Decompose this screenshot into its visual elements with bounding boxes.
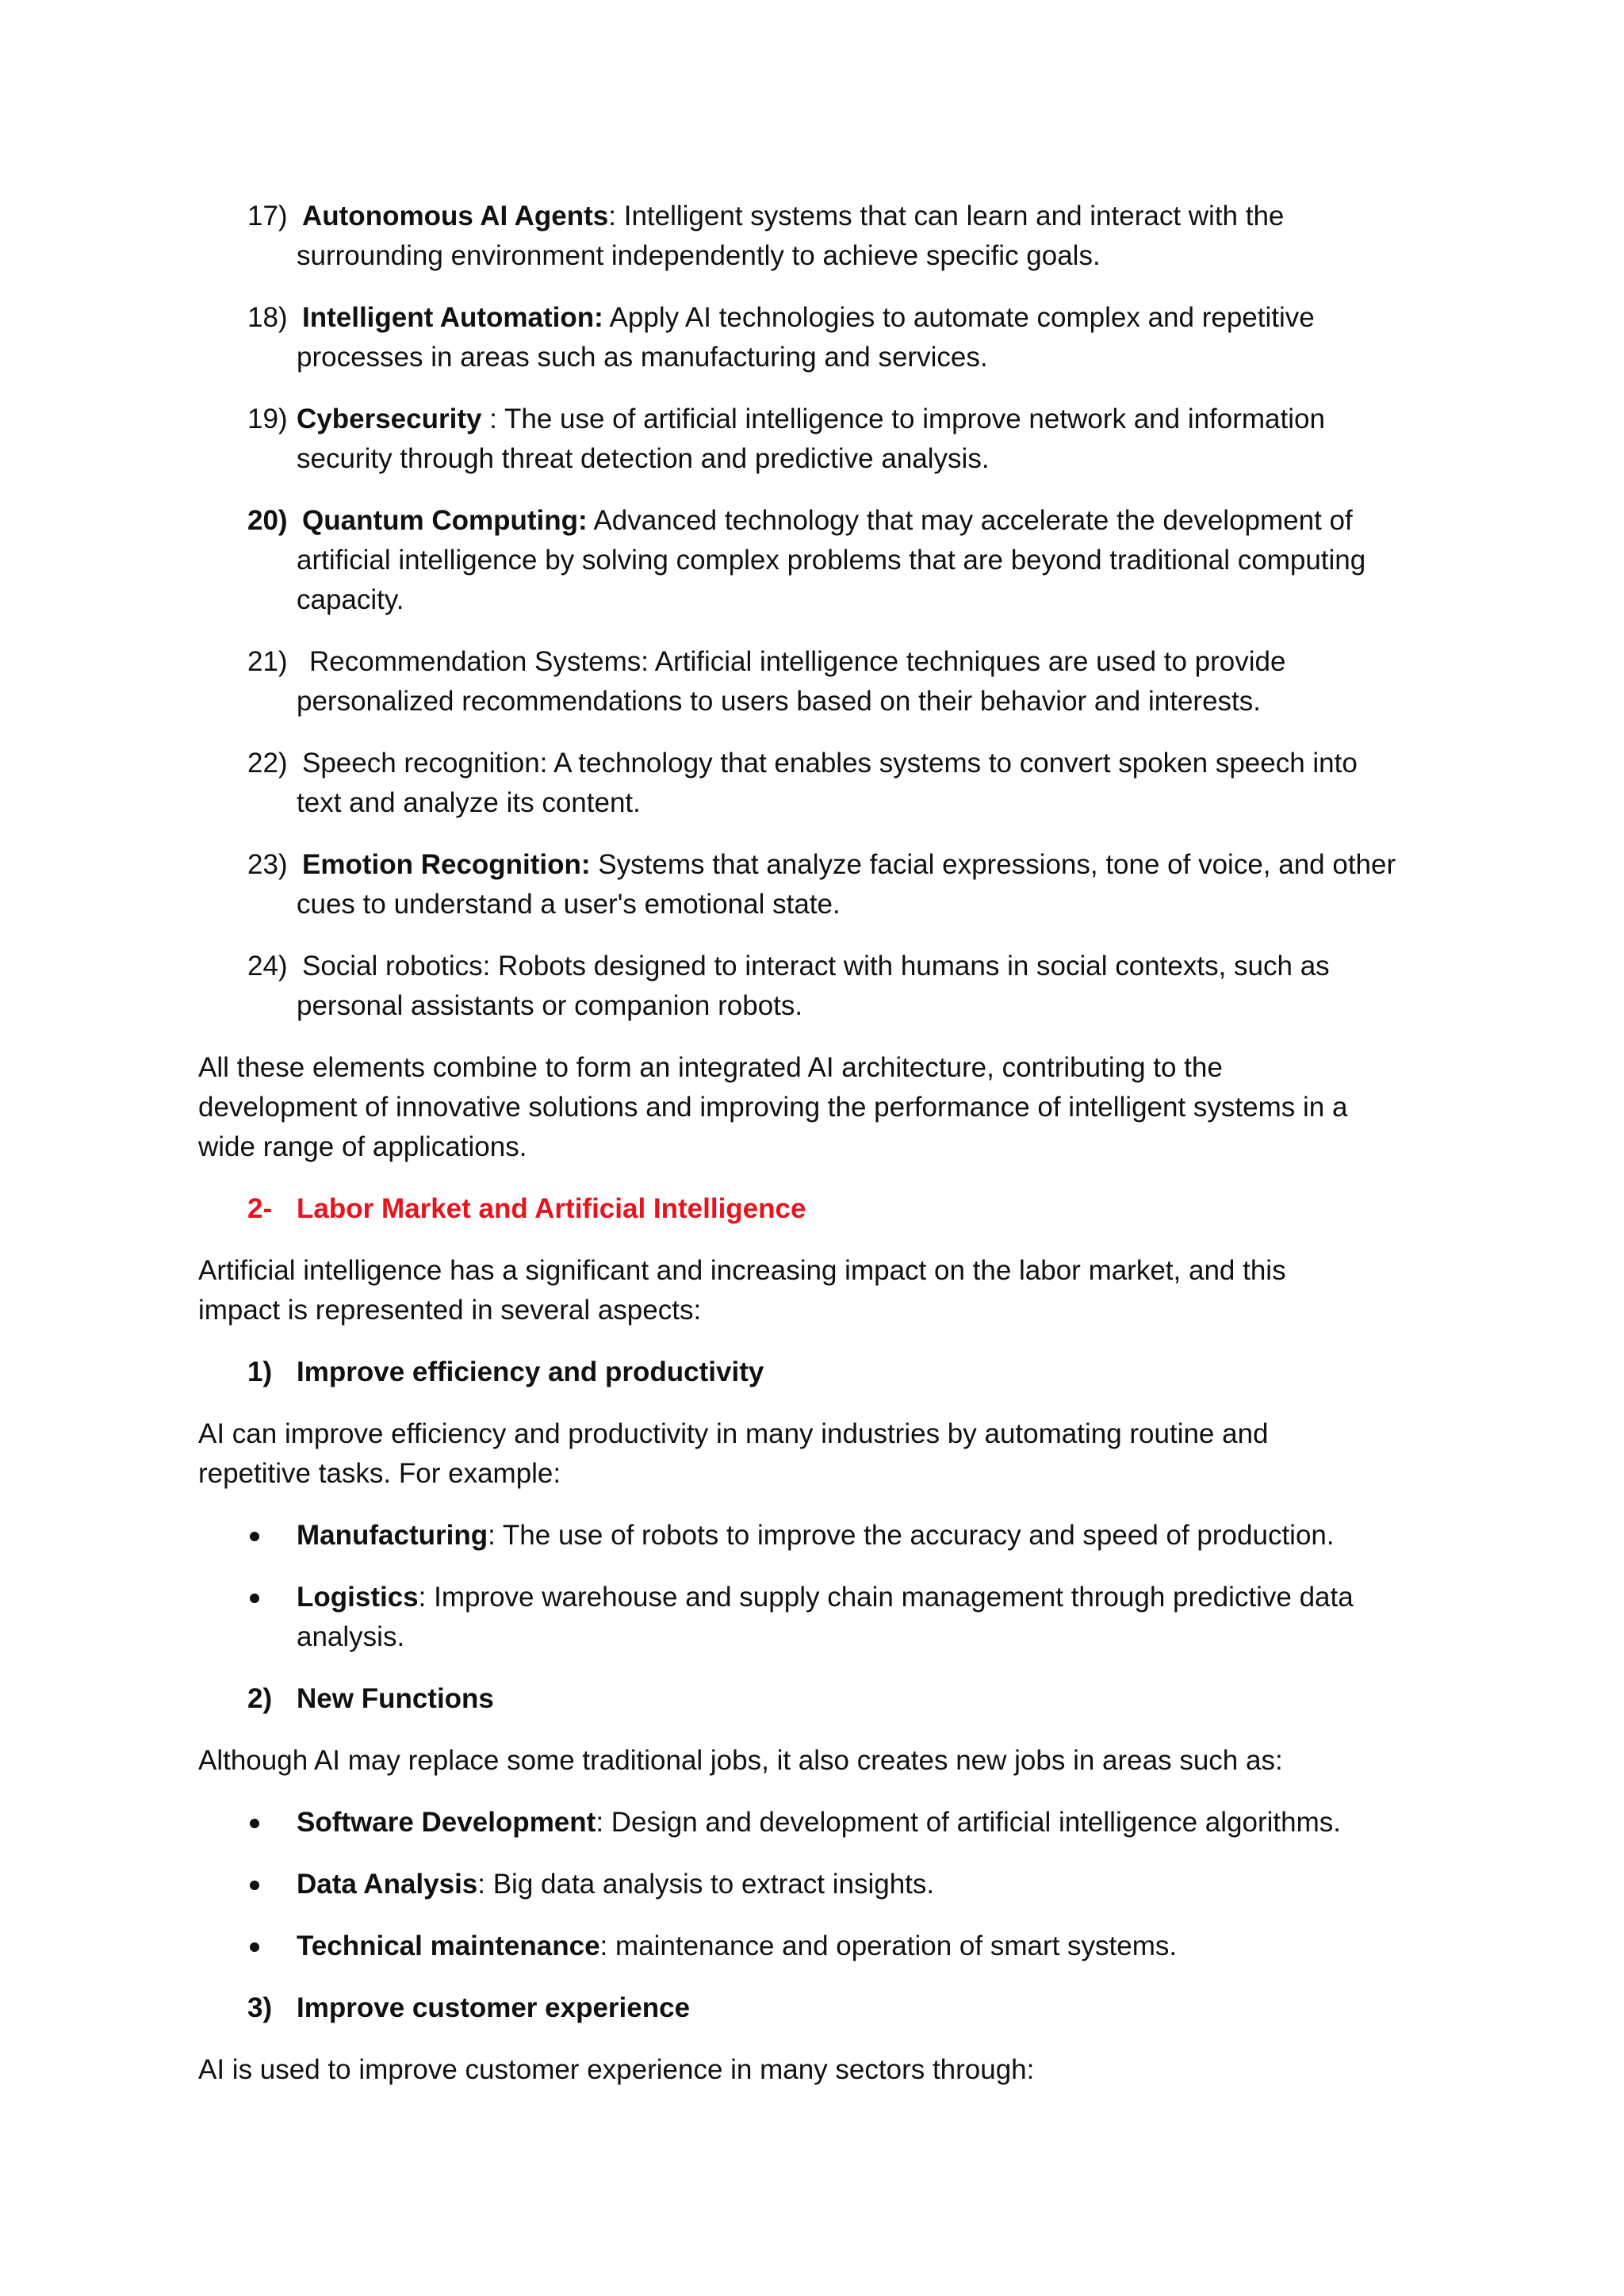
list-term: Cybersecurity [297, 404, 482, 434]
list-number: 20) [247, 505, 288, 536]
list-term: Quantum Computing: [302, 505, 588, 536]
bullet-icon [250, 1819, 259, 1828]
list-term: Intelligent Automation: [302, 302, 603, 333]
list-number: 22) [247, 748, 288, 779]
list-number: 18) [247, 302, 288, 333]
section-title: Labor Market and Artificial Intelligence [297, 1193, 806, 1224]
list-term: Autonomous AI Agents [302, 201, 609, 232]
section-number: 2- [247, 1193, 273, 1224]
bullet-icon [250, 1594, 259, 1603]
document-page: 17) Autonomous AI Agents: Intelligent systems that can learn and interact with the surrounding environment independently to achieve specific goals. 18) Intelligent Automation: Apply AI technologies to automate complex and repetitive processes in areas such as manufacturing and services. 19) Cybersecurity : The use of artificial intelligence to improve network and information security through threat detection and predictive analysis. 20) Quantum Computing: Advanced technology that may accelerate the development of artificial intelligence by solving complex problems that are beyond traditional computing capacity. 21) Recommendation Systems: Artificial intelligence techniques are used to provide personalized recommendations to users based on their behavior and interests. 22) Speech recognition: A technology that enables systems to convert spoken speech into text and analyze its content. 23) Emotion Recognition: Systems that analyze facial expressions, tone of voice, and other cues to understand a user's emotional state. 24) Social robotics: Robots designed to interact with humans in social contexts, such as personal assistants or companion robots. All these elements combine to form an integrated AI architecture, contributing to the development of innovative solutions and improving the performance of intelligent systems in a wide range of applications. 2- Labor Market and Artificial Intelligence Artificial intelligence has a significant and increasing impact on the labor market, and this impact is represented in several aspects: 1) Improve efficiency and productivity AI can improve efficiency and productivity in many industries by automating routine and repetitive tasks. For example: Manufacturing: The use of robots to improve the accuracy and speed of production. Logistics: Improve warehouse and supply chain management through predictive data analysis. 2) New Functions Although AI may replace some traditional jobs, it also creates new jobs in areas such as: Software Development: Design and development of artificial intelligence algorithms. Data Analysis: Big data analysis to extract insights. Technical maintenance: maintenance and operation of smart systems. 3) Improve customer experience AI is used to improve customer experience in many sectors through: [0, 0, 1624, 2296]
list-number: 19) [247, 404, 288, 434]
list-number: 24) [247, 951, 288, 982]
list-number: 21) [247, 646, 288, 677]
list-number: 17) [247, 201, 288, 232]
list-term: Emotion Recognition: [302, 849, 591, 880]
bullet-icon [250, 1881, 259, 1890]
bullet-icon [250, 1942, 259, 1952]
bullet-icon [250, 1532, 259, 1541]
list-number: 23) [247, 849, 288, 880]
